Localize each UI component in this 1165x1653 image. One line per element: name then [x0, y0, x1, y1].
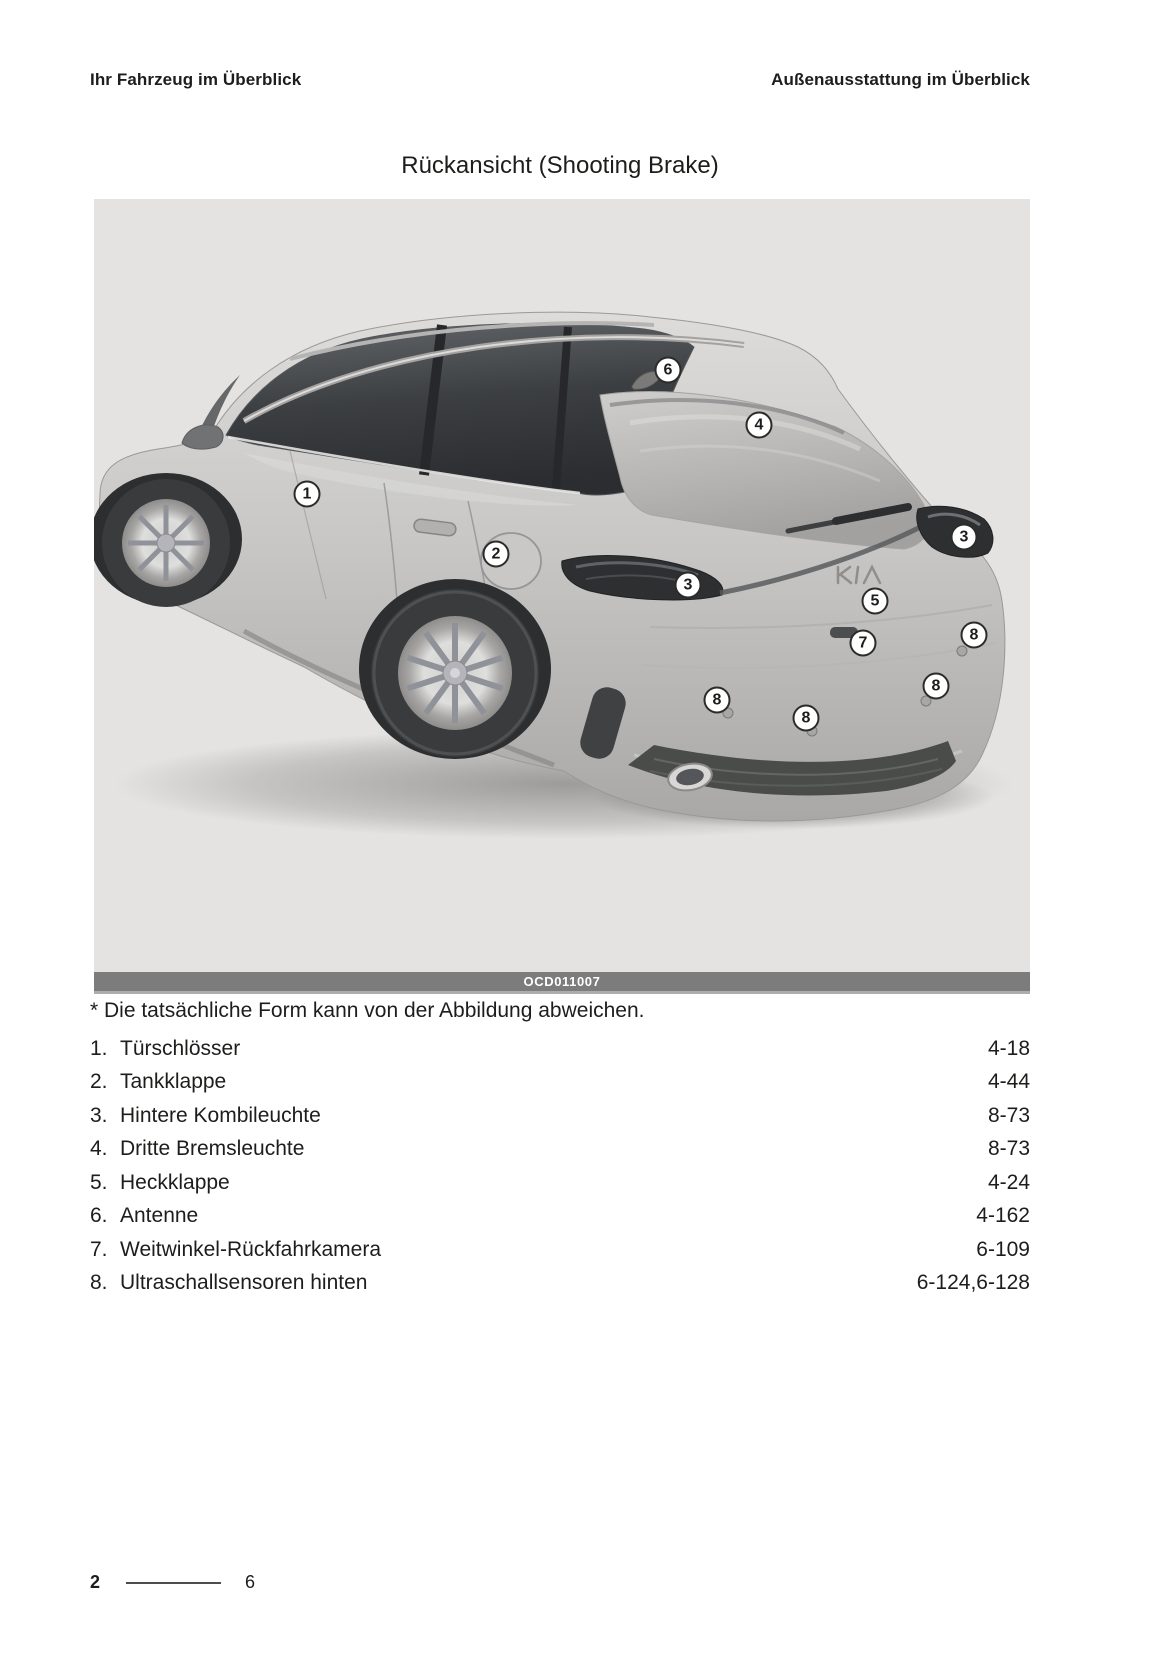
item-page-ref: 4-44 [987, 1070, 1030, 1094]
caption-bar [94, 972, 1030, 994]
parts-list-row [90, 1267, 1030, 1301]
car-image [94, 199, 1030, 972]
callout: 2 [483, 541, 510, 568]
header-right: Außenausstattung im Überblick [771, 70, 1030, 89]
callout-layer [94, 199, 1030, 972]
page-footer [90, 1572, 255, 1593]
parts-list-row [90, 1233, 1030, 1267]
item-page-ref: 8-73 [987, 1137, 1030, 1161]
page-header [90, 70, 1030, 90]
parts-list-row [90, 1099, 1030, 1133]
footnote: * Die tatsächliche Form kann von der Abbildung abweichen. [90, 999, 645, 1022]
item-page-ref: 4-24 [987, 1170, 1030, 1194]
item-number: 2. [90, 1070, 108, 1094]
item-label: Hintere Kombileuchte [120, 1103, 321, 1127]
item-label: Heckklappe [120, 1170, 230, 1194]
item-page-ref: 6-109 [976, 1237, 1030, 1261]
callout: 3 [675, 572, 702, 599]
parts-list-row [90, 1066, 1030, 1100]
figure [94, 199, 1030, 994]
parts-list-row [90, 1200, 1030, 1234]
page-number: 6 [245, 1572, 256, 1592]
item-number: 5. [90, 1170, 108, 1194]
item-number: 7. [90, 1237, 108, 1261]
callout: 5 [862, 588, 889, 615]
callout: 1 [294, 481, 321, 508]
item-label: Antenne [120, 1204, 199, 1228]
item-number: 6. [90, 1204, 108, 1228]
parts-list-row [90, 1133, 1030, 1167]
callout: 8 [704, 687, 731, 714]
item-page-ref: 4-18 [987, 1036, 1030, 1060]
item-number: 3. [90, 1103, 108, 1127]
item-label: Weitwinkel-Rückfahrkamera [120, 1237, 382, 1261]
item-label: Ultraschallsensoren hinten [120, 1271, 368, 1295]
callout: 4 [746, 412, 773, 439]
page-title: Rückansicht (Shooting Brake) [401, 152, 719, 179]
item-label: Tankklappe [120, 1070, 227, 1094]
parts-list-row [90, 1032, 1030, 1066]
header-left: Ihr Fahrzeug im Überblick [90, 70, 302, 89]
item-page-ref: 4-162 [976, 1204, 1030, 1228]
parts-list-row [90, 1166, 1030, 1200]
item-page-ref: 6-124,6-128 [916, 1271, 1030, 1295]
callout: 3 [951, 524, 978, 551]
item-label: Türschlösser [120, 1036, 241, 1060]
item-page-ref: 8-73 [987, 1103, 1030, 1127]
chapter-number: 2 [90, 1572, 101, 1592]
item-number: 1. [90, 1036, 108, 1060]
callout: 8 [793, 705, 820, 732]
item-label: Dritte Bremsleuchte [120, 1137, 305, 1161]
footer-rule [126, 1582, 221, 1584]
callout: 8 [923, 673, 950, 700]
callout: 8 [961, 622, 988, 649]
callout: 6 [655, 357, 682, 384]
image-code: OCD011007 [523, 974, 601, 989]
item-number: 8. [90, 1271, 108, 1295]
callout: 7 [850, 630, 877, 657]
item-number: 4. [90, 1137, 108, 1161]
parts-list [90, 1032, 1030, 1300]
